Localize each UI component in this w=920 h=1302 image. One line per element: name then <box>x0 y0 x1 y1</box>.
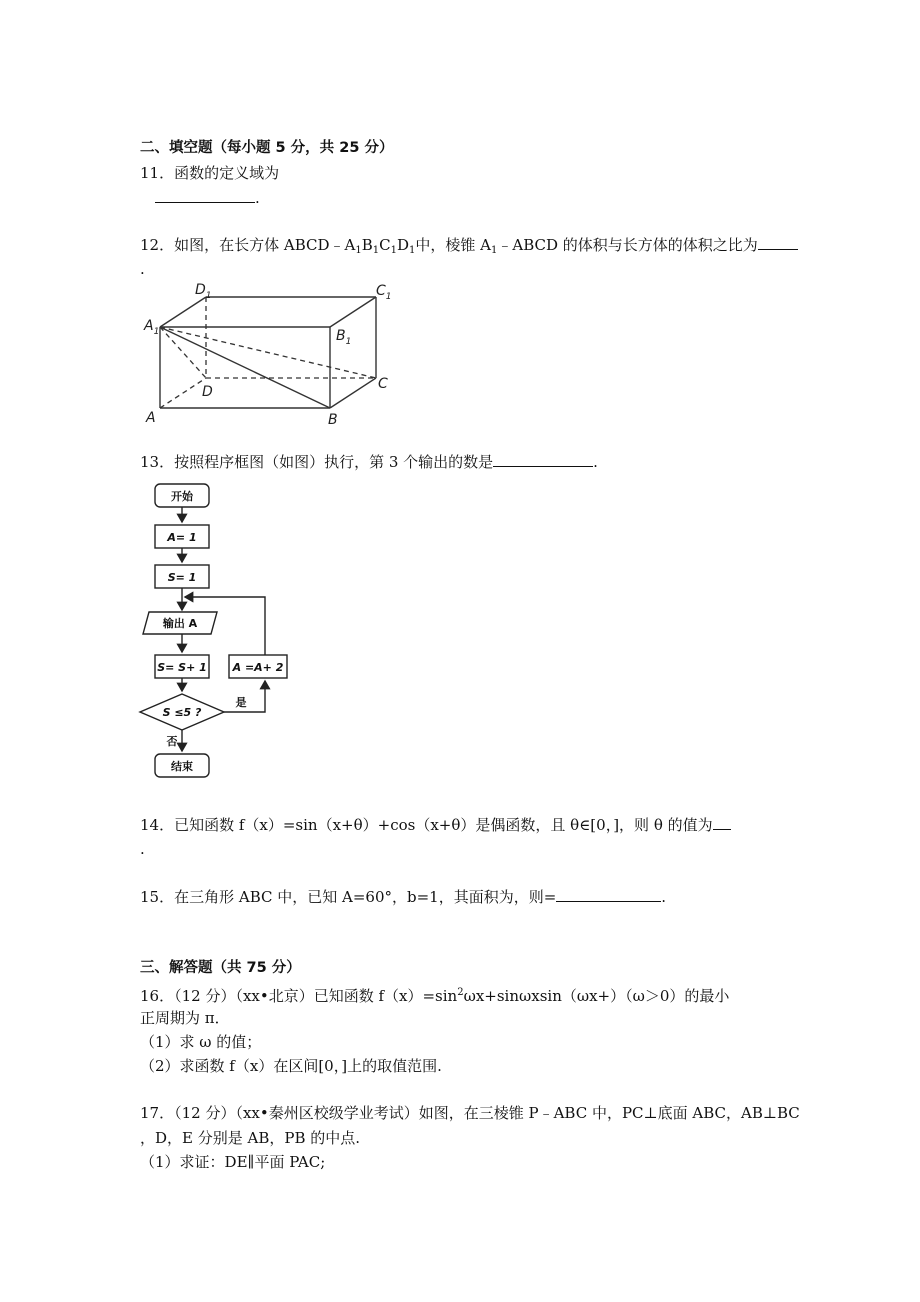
question-12 <box>140 235 798 261</box>
question-17-part-1: （1）求证：DE∥平面 PAC; <box>140 1153 326 1171</box>
flowchart-figure <box>135 478 295 783</box>
label-a1: $A_1$ <box>144 318 160 337</box>
edge-bc <box>330 378 376 408</box>
subscript: 1 <box>409 245 416 256</box>
label-c1: $C_1$ <box>376 283 392 302</box>
period: . <box>255 189 260 207</box>
condition-label: S ≤5 ? <box>162 706 202 719</box>
hidden-edge-a1d <box>160 327 206 378</box>
output-label: 输出 A <box>162 617 198 630</box>
question-13 <box>140 452 598 472</box>
answer-blank <box>556 887 661 902</box>
label-a: A <box>146 410 156 426</box>
label-d: D <box>202 384 213 400</box>
answer-blank <box>758 235 798 250</box>
q13-text: 13．按照程序框图（如图）执行，第 3 个输出的数是 <box>140 453 494 471</box>
edge-a1b <box>160 327 330 408</box>
yes-label: 是 <box>235 696 247 709</box>
q12-text-b: B <box>361 236 373 254</box>
s-init-label: S= 1 <box>167 571 197 584</box>
edge-a1d1 <box>160 297 206 327</box>
q16-text-a: 16．（12 分）（xx•北京）已知函数 f（x）=sin <box>140 987 458 1005</box>
superscript: 2 <box>457 987 464 998</box>
a-update-label: A =A+ 2 <box>232 661 284 674</box>
start-label: 开始 <box>171 490 193 503</box>
question-14-end: . <box>140 840 145 858</box>
subscript: 1 <box>355 245 362 256</box>
subscript: 1 <box>490 245 498 256</box>
cuboid-figure <box>138 280 408 430</box>
label-b: B <box>328 412 338 428</box>
q12-text-post: ﹣ABCD 的体积与长方体的体积之比为 <box>497 236 758 254</box>
edge-b1c1 <box>330 297 376 327</box>
answer-blank <box>493 452 593 467</box>
period: . <box>661 888 667 906</box>
subscript: 1 <box>390 245 397 256</box>
question-15 <box>140 887 666 907</box>
answer-blank <box>713 815 731 830</box>
subscript: 1 <box>372 245 380 256</box>
q15-text: 15．在三角形 ABC 中，已知 A=60°，b=1，其面积为，则= <box>140 888 557 906</box>
question-17-line-1: 17．（12 分）（xx•秦州区校级学业考试）如图，在三棱锥 P﹣ABC 中，PC⊥底面 ABC，AB⊥BC <box>140 1104 800 1122</box>
period: . <box>593 453 598 471</box>
label-c: C <box>378 376 388 392</box>
question-16-part-1: （1）求 ω 的值； <box>140 1033 262 1051</box>
q12-text-a: 12．如图，在长方体 ABCD﹣A <box>140 236 356 254</box>
answer-blank <box>155 188 255 203</box>
q16-text-b: ωx+sinωxsin（ωx+）（ω＞0）的最小 <box>463 987 730 1005</box>
question-12-end: . <box>140 260 145 278</box>
q12-text-c: C <box>379 236 391 254</box>
a-init-label: A= 1 <box>167 531 197 544</box>
question-16-line-2: 正周期为 π． <box>140 1009 230 1027</box>
label-d1: $D_1$ <box>195 282 212 301</box>
q12-text-d: D <box>396 236 409 254</box>
question-14 <box>140 815 731 835</box>
label-b1: $B_1$ <box>336 328 352 347</box>
section-2-heading: 二、填空题（每小题 5 分，共 25 分） <box>140 140 394 156</box>
q14-text: 14．已知函数 f（x）=sin（x+θ）+cos（x+θ）是偶函数，且 θ∈[0，]，则 θ 的值为 <box>140 816 713 834</box>
q12-text-mid: 中，棱锥 A <box>415 236 491 254</box>
question-11: 11．函数的定义域为 <box>140 164 280 182</box>
question-16-line-1 <box>140 983 729 1006</box>
hidden-edge-ad <box>160 378 206 408</box>
end-label: 结束 <box>171 760 193 773</box>
question-17-line-2: ，D，E 分别是 AB，PB 的中点. <box>140 1129 361 1147</box>
no-label: 否 <box>166 735 178 748</box>
section-3-heading: 三、解答题（共 75 分） <box>140 960 301 976</box>
question-16-part-2: （2）求函数 f（x）在区间[0，]上的取值范围. <box>140 1057 442 1075</box>
s-update-label: S= S+ 1 <box>157 661 207 674</box>
question-11-answer <box>155 188 260 208</box>
